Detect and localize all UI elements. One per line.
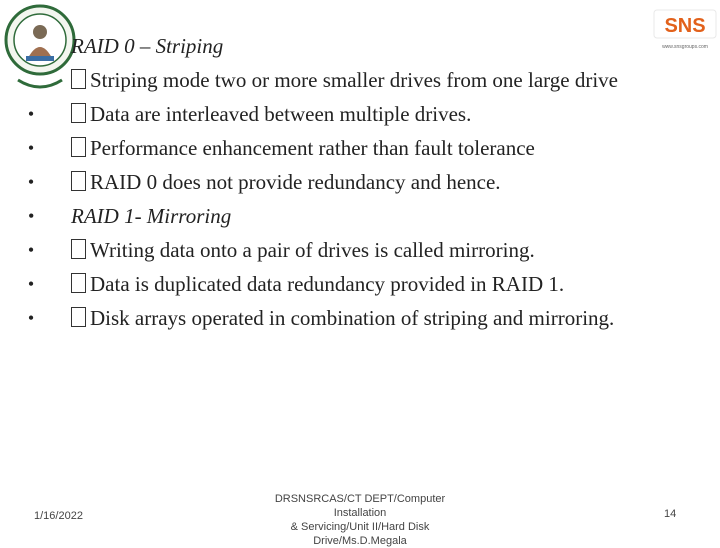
- sns-logo-text: SNS: [664, 15, 706, 37]
- missing-glyph-box-icon: [71, 171, 86, 191]
- list-item: [24, 270, 664, 298]
- list-item: [24, 100, 664, 128]
- bullet-text: RAID 0 does not provide redundancy and hence.: [90, 170, 501, 194]
- list-item: [24, 304, 664, 332]
- list-item: [24, 66, 664, 94]
- bullet-dot-icon: •: [27, 206, 35, 226]
- bullet-dot-icon: •: [27, 308, 35, 328]
- footer-line: Drive/Ms.D.Megala: [313, 535, 407, 547]
- bullet-dot-icon: •: [27, 274, 35, 294]
- missing-glyph-box-icon: [71, 137, 86, 157]
- bullet-text: Striping mode two or more smaller drives from one large drive: [90, 68, 618, 92]
- list-item: [24, 236, 664, 264]
- missing-glyph-box-icon: [71, 273, 86, 293]
- bullet-text: Data are interleaved between multiple drives.: [90, 102, 472, 126]
- page-number: 14: [664, 508, 677, 520]
- list-item: [24, 32, 664, 60]
- missing-glyph-box-icon: [71, 307, 86, 327]
- bullet-text: RAID 0 – Striping: [71, 34, 224, 58]
- bullet-list: [24, 32, 664, 338]
- bullet-dot-icon: •: [27, 104, 35, 124]
- footer-line: & Servicing/Unit II/Hard Disk: [290, 521, 430, 533]
- bullet-dot-icon: •: [27, 240, 35, 260]
- list-item: [24, 134, 664, 162]
- missing-glyph-box-icon: [71, 69, 86, 89]
- bullet-text: Performance enhancement rather than fault tolerance: [90, 136, 535, 160]
- bullet-dot-icon: •: [27, 172, 35, 192]
- missing-glyph-box-icon: [71, 239, 86, 259]
- bullet-dot-icon: •: [27, 138, 35, 158]
- footer-line: DRSNSRCAS/CT DEPT/Computer Installation: [274, 493, 446, 519]
- bullet-text: Data is duplicated data redundancy provided in RAID 1.: [90, 272, 565, 296]
- footer-date: 1/16/2022: [34, 510, 83, 522]
- bullet-text: Writing data onto a pair of drives is called mirroring.: [90, 238, 535, 262]
- bullet-text: Disk arrays operated in combination of striping and mirroring.: [90, 306, 615, 330]
- list-item: [24, 168, 664, 196]
- list-item: [24, 202, 664, 230]
- missing-glyph-box-icon: [71, 103, 86, 123]
- bullet-text: RAID 1- Mirroring: [71, 204, 232, 228]
- sns-logo-url: www.snsgroups.com: [662, 44, 708, 50]
